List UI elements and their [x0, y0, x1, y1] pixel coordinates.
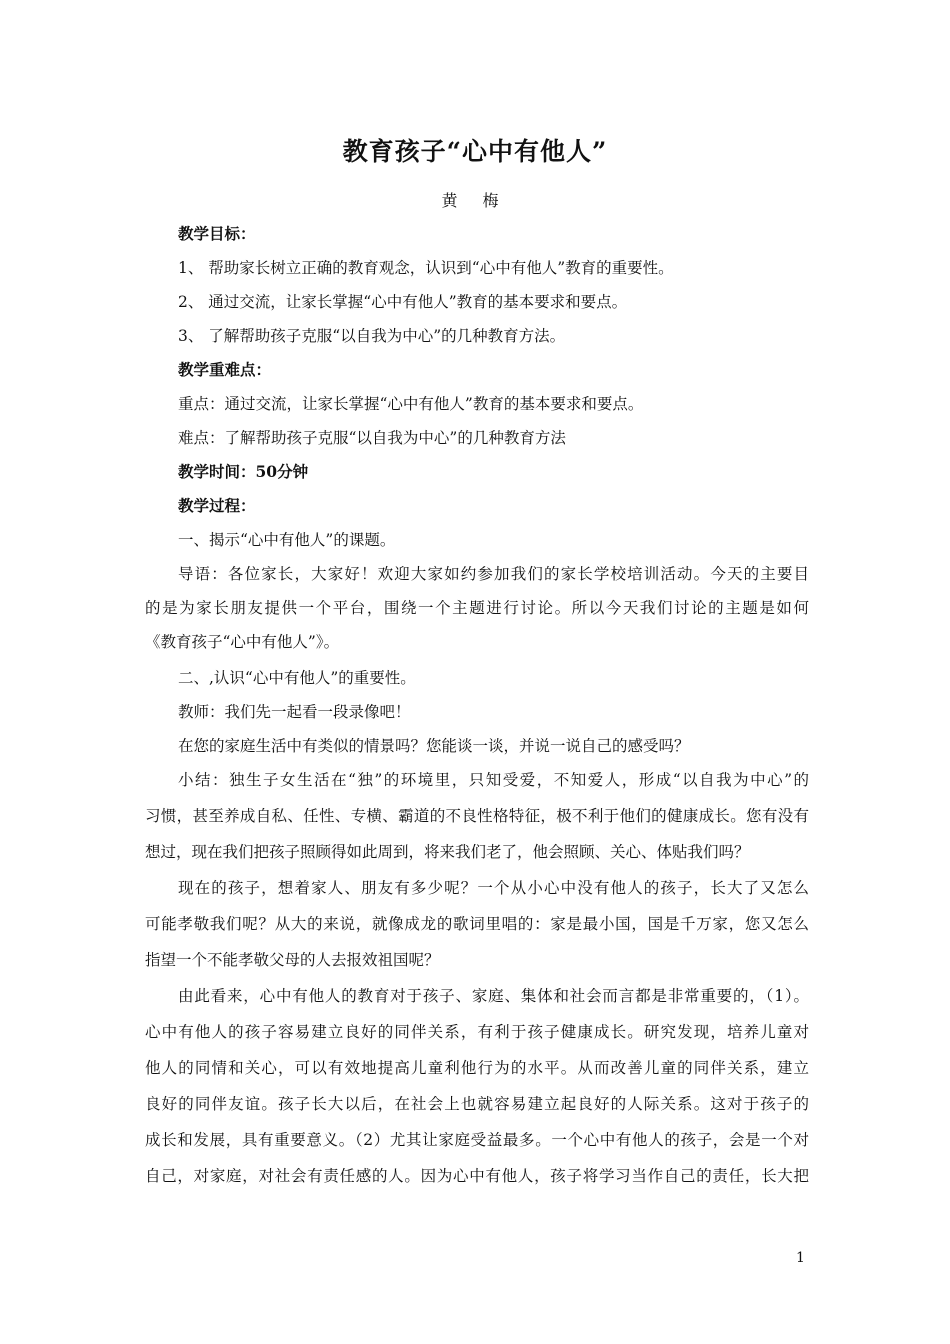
paragraph-line: 由此看来，心中有他人的教育对于孩子、家庭、集体和社会而言都是非常重要的，（1）。 — [178, 987, 809, 1005]
author-name: 黄 梅 — [441, 191, 509, 210]
paragraph-line: 良好的同伴友谊。孩子长大以后，在社会上也就容易建立起良好的人际关系。这对于孩子的 — [145, 1095, 809, 1113]
paragraph-line: 小结：独生子女生活在“独”的环境里，只知受爱，不知爱人，形成“以自我为中心”的 — [178, 771, 809, 789]
paragraph-line: 心中有他人的孩子容易建立良好的同伴关系，有利于孩子健康成长。研究发现，培养儿童对 — [145, 1023, 809, 1041]
section-heading-keypoints: 教学重难点： — [178, 360, 272, 379]
goal-item: 2、 通过交流，让家长掌握“心中有他人”教育的基本要求和要点。 — [178, 293, 628, 311]
document-title: 教育孩子“心中有他人” — [342, 137, 608, 166]
page-number: 1 — [796, 1250, 805, 1266]
section-heading-time: 教学时间：50分钟 — [178, 462, 309, 481]
paragraph-line: 在您的家庭生活中有类似的情景吗？您能谈一谈，并说一说自己的感受吗？ — [178, 737, 690, 755]
paragraph-line: 二、,认识“心中有他人”的重要性。 — [178, 669, 416, 687]
paragraph-line: 《教育孩子“心中有他人”》。 — [145, 633, 340, 651]
paragraph-line: 教师：我们先一起看一段录像吧！ — [178, 703, 411, 721]
paragraph-line: 导语：各位家长，大家好！欢迎大家如约参加我们的家长学校培训活动。今天的主要目 — [178, 565, 809, 583]
paragraph-line: 成长和发展，具有重要意义。（2）尤其让家庭受益最多。一个心中有他人的孩子，会是一个对 — [145, 1131, 809, 1149]
difficulty-line: 难点：了解帮助孩子克服“以自我为中心”的几种教育方法 — [178, 429, 566, 447]
section-heading-process: 教学过程： — [178, 496, 256, 515]
paragraph-line: 的是为家长朋友提供一个平台，围绕一个主题进行讨论。所以今天我们讨论的主题是如何 — [145, 599, 809, 617]
keypoint-line: 重点：通过交流，让家长掌握“心中有他人”教育的基本要求和要点。 — [178, 395, 644, 413]
paragraph-line: 指望一个不能孝敬父母的人去报效祖国呢？ — [145, 951, 440, 969]
paragraph-line: 可能孝敬我们呢？从大的来说，就像成龙的歌词里唱的：家是最小国，国是千万家，您又怎么 — [145, 915, 809, 933]
goal-item: 1、 帮助家长树立正确的教育观念，认识到“心中有他人”教育的重要性。 — [178, 259, 674, 277]
paragraph-line: 他人的同情和关心，可以有效地提高儿童利他行为的水平。从而改善儿童的同伴关系，建立 — [145, 1059, 809, 1077]
paragraph-line: 想过，现在我们把孩子照顾得如此周到，将来我们老了，他会照顾、关心、体贴我们吗？ — [145, 843, 750, 861]
paragraph-line: 自己，对家庭，对社会有责任感的人。因为心中有他人，孩子将学习当作自己的责任，长大把 — [145, 1167, 809, 1185]
paragraph-line: 现在的孩子，想着家人、朋友有多少呢？一个从小心中没有他人的孩子，长大了又怎么 — [178, 879, 809, 897]
section-heading-goals: 教学目标： — [178, 224, 256, 243]
paragraph-line: 习惯，甚至养成自私、任性、专横、霸道的不良性格特征，极不利于他们的健康成长。您有没有 — [145, 807, 809, 825]
goal-item: 3、 了解帮助孩子克服“以自我为中心”的几种教育方法。 — [178, 327, 566, 345]
paragraph-line: 一、揭示“心中有他人”的课题。 — [178, 531, 396, 549]
